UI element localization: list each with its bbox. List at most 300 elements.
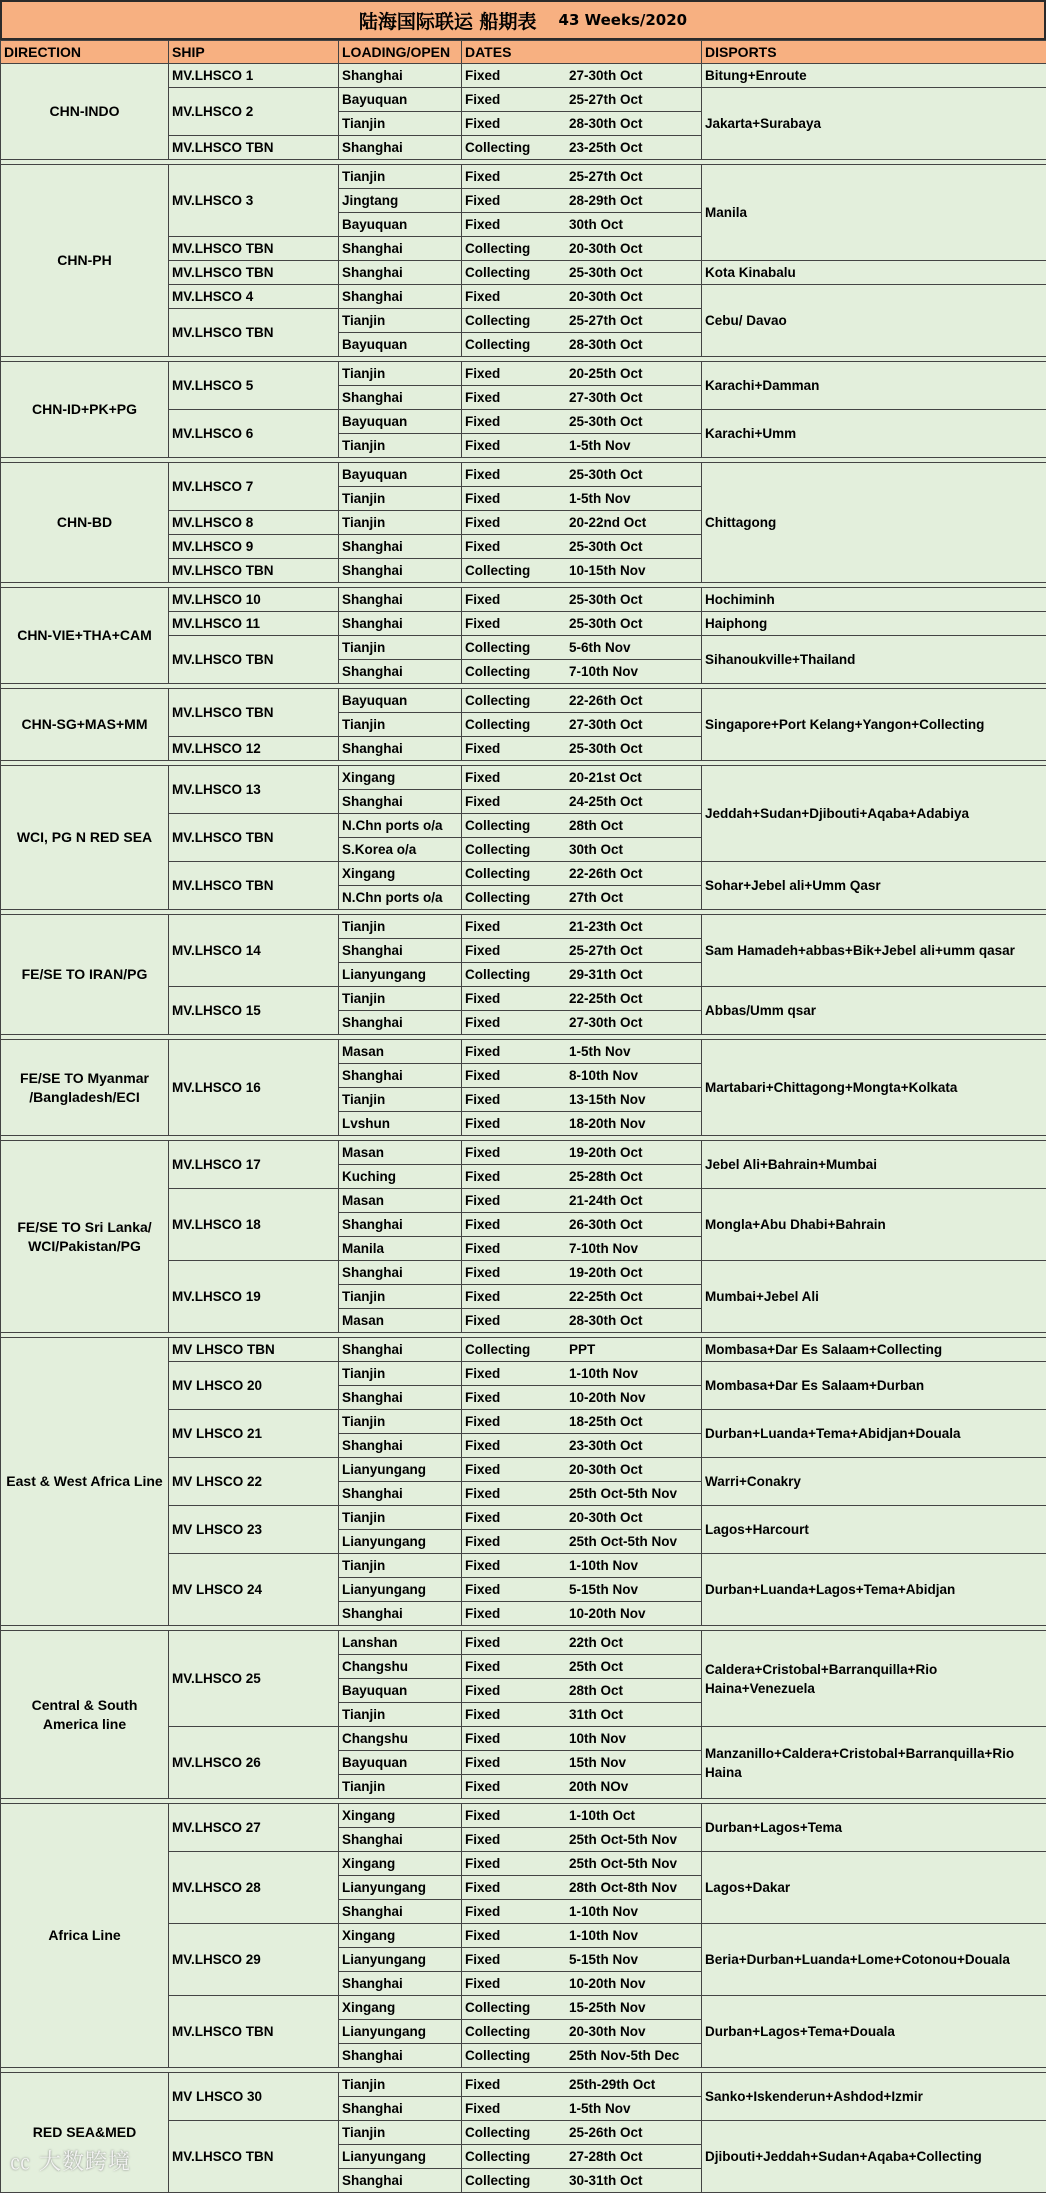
dates-wrap	[462, 1434, 701, 1457]
date-text: 28-30th Oct	[569, 337, 701, 352]
schedule-table	[0, 40, 1046, 2193]
dates-cell	[462, 362, 702, 386]
date-text: 27-30th Oct	[569, 68, 701, 83]
table-row	[1, 1631, 1046, 1655]
status-text: Fixed	[462, 1068, 569, 1083]
status-text: Fixed	[462, 1241, 569, 1256]
loading-port-cell: Shanghai	[339, 1482, 462, 1506]
loading-port-cell: Masan	[339, 1309, 462, 1333]
date-text: 1-10th Nov	[569, 1366, 701, 1381]
dates-wrap	[462, 362, 701, 385]
ship-cell: MV.LHSCO 10	[169, 588, 339, 612]
dates-wrap	[462, 2169, 701, 2192]
date-text: 1-5th Nov	[569, 438, 701, 453]
loading-port-cell: Tianjin	[339, 309, 462, 333]
disports-cell: Manzanillo+Caldera+Cristobal+Barranquilla+Rio Haina	[702, 1727, 1046, 1799]
dates-cell	[462, 112, 702, 136]
dates-cell	[462, 838, 702, 862]
date-text: 25th Oct-5th Nov	[569, 1486, 701, 1501]
date-text: 5-6th Nov	[569, 640, 701, 655]
ship-cell: MV.LHSCO TBN	[169, 636, 339, 684]
date-text: 25th Oct-5th Nov	[569, 1856, 701, 1871]
dates-wrap	[462, 1410, 701, 1433]
loading-port-cell: Shanghai	[339, 2097, 462, 2121]
status-text: Collecting	[462, 140, 569, 155]
table-row	[1, 766, 1046, 790]
dates-cell	[462, 1410, 702, 1434]
dates-wrap	[462, 689, 701, 712]
ship-cell: MV.LHSCO 9	[169, 535, 339, 559]
dates-wrap	[462, 1727, 701, 1750]
dates-wrap	[462, 1088, 701, 1111]
status-text: Fixed	[462, 1313, 569, 1328]
date-text: 18-25th Oct	[569, 1414, 701, 1429]
date-text: 10-15th Nov	[569, 563, 701, 578]
status-text: Fixed	[462, 770, 569, 785]
date-text: 22-25th Oct	[569, 1289, 701, 1304]
direction-cell: WCI, PG N RED SEA	[1, 766, 169, 910]
date-text: 23-25th Oct	[569, 140, 701, 155]
status-text: Collecting	[462, 2048, 569, 2063]
dates-cell	[462, 1261, 702, 1285]
status-text: Fixed	[462, 1731, 569, 1746]
status-text: Fixed	[462, 741, 569, 756]
status-text: Collecting	[462, 842, 569, 857]
table-row	[1, 915, 1046, 939]
dates-wrap	[462, 112, 701, 135]
loading-port-cell: Shanghai	[339, 386, 462, 410]
status-text: Collecting	[462, 1342, 569, 1357]
dates-cell	[462, 2121, 702, 2145]
ship-cell: MV.LHSCO 27	[169, 1804, 339, 1852]
date-text: 10th Nov	[569, 1731, 701, 1746]
ship-cell: MV.LHSCO 26	[169, 1727, 339, 1799]
dates-cell	[462, 1775, 702, 1799]
status-text: Collecting	[462, 2125, 569, 2140]
dates-cell	[462, 463, 702, 487]
date-text: 7-10th Nov	[569, 1241, 701, 1256]
status-text: Fixed	[462, 1832, 569, 1847]
dates-wrap	[462, 1189, 701, 1212]
disports-cell: Beria+Durban+Luanda+Lome+Cotonou+Douala	[702, 1924, 1046, 1996]
dates-wrap	[462, 2073, 701, 2096]
dates-wrap	[462, 213, 701, 236]
loading-port-cell: Lianyungang	[339, 1876, 462, 1900]
disports-cell: Karachi+Damman	[702, 362, 1046, 410]
loading-port-cell: Tianjin	[339, 915, 462, 939]
status-text: Fixed	[462, 1904, 569, 1919]
status-text: Collecting	[462, 313, 569, 328]
dates-wrap	[462, 463, 701, 486]
dates-wrap	[462, 1386, 701, 1409]
loading-port-cell: Shanghai	[339, 588, 462, 612]
loading-port-cell: Tianjin	[339, 1506, 462, 1530]
status-text: Fixed	[462, 1145, 569, 1160]
loading-port-cell: Shanghai	[339, 1011, 462, 1035]
dates-wrap	[462, 588, 701, 611]
loading-port-cell: Shanghai	[339, 1900, 462, 1924]
direction-cell: CHN-BD	[1, 463, 169, 583]
loading-port-cell: Shanghai	[339, 559, 462, 583]
loading-port-cell: Bayuquan	[339, 213, 462, 237]
status-text: Fixed	[462, 414, 569, 429]
loading-port-cell: Xingang	[339, 1852, 462, 1876]
status-text: Collecting	[462, 890, 569, 905]
loading-port-cell: Tianjin	[339, 1088, 462, 1112]
watermark	[10, 2145, 131, 2176]
header-disports: DISPORTS	[702, 41, 1046, 64]
status-text: Fixed	[462, 1414, 569, 1429]
loading-port-cell: Shanghai	[339, 64, 462, 88]
dates-wrap	[462, 2020, 701, 2043]
disports-cell: Sihanoukville+Thailand	[702, 636, 1046, 684]
status-text: Collecting	[462, 265, 569, 280]
dates-cell	[462, 1972, 702, 1996]
loading-port-cell: Jingtang	[339, 189, 462, 213]
loading-port-cell: Tianjin	[339, 636, 462, 660]
loading-port-cell: Shanghai	[339, 535, 462, 559]
ship-cell: MV.LHSCO TBN	[169, 2121, 339, 2193]
disports-cell: Abbas/Umm qsar	[702, 987, 1046, 1035]
ship-cell: MV.LHSCO TBN	[169, 559, 339, 583]
dates-wrap	[462, 165, 701, 188]
dates-cell	[462, 333, 702, 357]
date-text: 22th Oct	[569, 1635, 701, 1650]
dates-wrap	[462, 1064, 701, 1087]
disports-cell: Sohar+Jebel ali+Umm Qasr	[702, 862, 1046, 910]
disports-cell: Lagos+Dakar	[702, 1852, 1046, 1924]
table-row	[1, 64, 1046, 88]
date-text: 20th NOv	[569, 1779, 701, 1794]
status-text: Collecting	[462, 866, 569, 881]
ship-cell: MV.LHSCO TBN	[169, 814, 339, 862]
disports-cell: Mongla+Abu Dhabi+Bahrain	[702, 1189, 1046, 1261]
direction-cell: CHN-SG+MAS+MM	[1, 689, 169, 761]
ship-cell: MV.LHSCO 1	[169, 64, 339, 88]
status-text: Fixed	[462, 1116, 569, 1131]
loading-port-cell: Shanghai	[339, 2169, 462, 2193]
dates-cell	[462, 987, 702, 1011]
ship-cell: MV.LHSCO 18	[169, 1189, 339, 1261]
title-chinese: 陆海国际联运 船期表	[359, 7, 537, 34]
ship-cell: MV.LHSCO 28	[169, 1852, 339, 1924]
date-text: 13-15th Nov	[569, 1092, 701, 1107]
disports-cell: Manila	[702, 165, 1046, 261]
ship-cell: MV.LHSCO TBN	[169, 261, 339, 285]
dates-wrap	[462, 2145, 701, 2168]
ship-cell: MV.LHSCO 17	[169, 1141, 339, 1189]
disports-cell: Cebu/ Davao	[702, 285, 1046, 357]
disports-cell: Chittagong	[702, 463, 1046, 583]
ship-cell: MV.LHSCO 13	[169, 766, 339, 814]
date-text: 25-30th Oct	[569, 414, 701, 429]
dates-cell	[462, 939, 702, 963]
status-text: Fixed	[462, 68, 569, 83]
date-text: 27-30th Oct	[569, 390, 701, 405]
loading-port-cell: Lianyungang	[339, 1458, 462, 1482]
date-text: 21-24th Oct	[569, 1193, 701, 1208]
status-text: Fixed	[462, 1856, 569, 1871]
disports-cell: Warri+Conakry	[702, 1458, 1046, 1506]
loading-port-cell: Lianyungang	[339, 963, 462, 987]
dates-cell	[462, 1578, 702, 1602]
status-text: Fixed	[462, 1486, 569, 1501]
loading-port-cell: Tianjin	[339, 434, 462, 458]
date-text: 28th Oct-8th Nov	[569, 1880, 701, 1895]
loading-port-cell: S.Korea o/a	[339, 838, 462, 862]
loading-port-cell: Masan	[339, 1141, 462, 1165]
direction-cell: Africa Line	[1, 1804, 169, 2068]
table-row	[1, 1804, 1046, 1828]
loading-port-cell: Lianyungang	[339, 1530, 462, 1554]
loading-port-cell: Shanghai	[339, 136, 462, 160]
dates-cell	[462, 136, 702, 160]
date-text: 25-27th Oct	[569, 92, 701, 107]
ship-cell: MV.LHSCO 2	[169, 88, 339, 136]
date-text: 30th Oct	[569, 217, 701, 232]
loading-port-cell: Lianyungang	[339, 2020, 462, 2044]
status-text: Fixed	[462, 1808, 569, 1823]
dates-wrap	[462, 1679, 701, 1702]
disports-cell: Mumbai+Jebel Ali	[702, 1261, 1046, 1333]
date-text: 25-27th Oct	[569, 169, 701, 184]
dates-wrap	[462, 535, 701, 558]
disports-cell: Sam Hamadeh+abbas+Bik+Jebel ali+umm qasar	[702, 915, 1046, 987]
ship-cell: MV.LHSCO 25	[169, 1631, 339, 1727]
disports-cell: Haiphong	[702, 612, 1046, 636]
dates-cell	[462, 766, 702, 790]
status-text: Fixed	[462, 1952, 569, 1967]
dates-wrap	[462, 559, 701, 582]
dates-wrap	[462, 2121, 701, 2144]
dates-cell	[462, 1482, 702, 1506]
dates-wrap	[462, 612, 701, 635]
loading-port-cell: Shanghai	[339, 285, 462, 309]
date-text: 21-23th Oct	[569, 919, 701, 934]
direction-cell: FE/SE TO Myanmar /Bangladesh/ECI	[1, 1040, 169, 1136]
date-text: 1-5th Nov	[569, 1044, 701, 1059]
dates-cell	[462, 88, 702, 112]
dates-wrap	[462, 660, 701, 683]
loading-port-cell: Lanshan	[339, 1631, 462, 1655]
disports-cell: Lagos+Harcourt	[702, 1506, 1046, 1554]
dates-wrap	[462, 1165, 701, 1188]
direction-cell: CHN-ID+PK+PG	[1, 362, 169, 458]
status-text: Fixed	[462, 491, 569, 506]
dates-cell	[462, 636, 702, 660]
dates-cell	[462, 1679, 702, 1703]
dates-wrap	[462, 862, 701, 885]
dates-wrap	[462, 1924, 701, 1947]
dates-wrap	[462, 1828, 701, 1851]
status-text: Fixed	[462, 2077, 569, 2092]
dates-wrap	[462, 1237, 701, 1260]
dates-wrap	[462, 487, 701, 510]
disports-cell: Kota Kinabalu	[702, 261, 1046, 285]
date-text: 18-20th Nov	[569, 1116, 701, 1131]
dates-cell	[462, 1876, 702, 1900]
dates-wrap	[462, 309, 701, 332]
disports-cell: Djibouti+Jeddah+Sudan+Aqaba+Collecting	[702, 2121, 1046, 2193]
ship-cell: MV.LHSCO 11	[169, 612, 339, 636]
status-text: Fixed	[462, 1510, 569, 1525]
dates-cell	[462, 285, 702, 309]
disports-cell: Mombasa+Dar Es Salaam+Durban	[702, 1362, 1046, 1410]
status-text: Fixed	[462, 991, 569, 1006]
dates-wrap	[462, 285, 701, 308]
status-text: Fixed	[462, 467, 569, 482]
date-text: 8-10th Nov	[569, 1068, 701, 1083]
dates-cell	[462, 1165, 702, 1189]
dates-wrap	[462, 1506, 701, 1529]
dates-cell	[462, 487, 702, 511]
dates-wrap	[462, 737, 701, 760]
dates-cell	[462, 1751, 702, 1775]
date-text: 25-30th Oct	[569, 539, 701, 554]
status-text: Collecting	[462, 818, 569, 833]
dates-cell	[462, 1141, 702, 1165]
dates-wrap	[462, 713, 701, 736]
direction-cell: Central & South America line	[1, 1631, 169, 1799]
disports-cell: Mombasa+Dar Es Salaam+Collecting	[702, 1338, 1046, 1362]
status-text: Fixed	[462, 1169, 569, 1184]
dates-wrap	[462, 1703, 701, 1726]
loading-port-cell: N.Chn ports o/a	[339, 814, 462, 838]
loading-port-cell: Xingang	[339, 862, 462, 886]
dates-cell	[462, 1924, 702, 1948]
status-text: Collecting	[462, 2024, 569, 2039]
date-text: 15-25th Nov	[569, 2000, 701, 2015]
date-text: 29-31th Oct	[569, 967, 701, 982]
dates-cell	[462, 309, 702, 333]
status-text: Collecting	[462, 967, 569, 982]
loading-port-cell: Xingang	[339, 766, 462, 790]
loading-port-cell: Manila	[339, 1237, 462, 1261]
status-text: Fixed	[462, 1193, 569, 1208]
loading-port-cell: Bayuquan	[339, 1679, 462, 1703]
watermark-logo-icon: ㏄	[10, 2150, 31, 2174]
dates-wrap	[462, 1362, 701, 1385]
date-text: 30th Oct	[569, 842, 701, 857]
dates-wrap	[462, 1309, 701, 1332]
dates-cell	[462, 1602, 702, 1626]
dates-cell	[462, 189, 702, 213]
ship-cell: MV.LHSCO 5	[169, 362, 339, 410]
schedule-body	[1, 64, 1046, 2193]
dates-wrap	[462, 1852, 701, 1875]
dates-cell	[462, 535, 702, 559]
status-text: Fixed	[462, 116, 569, 131]
date-text: 25-30th Oct	[569, 467, 701, 482]
loading-port-cell: Shanghai	[339, 1064, 462, 1088]
ship-cell: MV.LHSCO 19	[169, 1261, 339, 1333]
ship-cell: MV.LHSCO 12	[169, 737, 339, 761]
date-text: 10-20th Nov	[569, 1976, 701, 1991]
dates-cell	[462, 165, 702, 189]
dates-cell	[462, 814, 702, 838]
date-text: 19-20th Oct	[569, 1145, 701, 1160]
dates-cell	[462, 2073, 702, 2097]
date-text: 25-30th Oct	[569, 616, 701, 631]
date-text: 20-30th Oct	[569, 1510, 701, 1525]
ship-cell: MV.LHSCO 8	[169, 511, 339, 535]
ship-cell: MV.LHSCO TBN	[169, 136, 339, 160]
dates-cell	[462, 689, 702, 713]
status-text: Fixed	[462, 1044, 569, 1059]
ship-cell: MV.LHSCO 6	[169, 410, 339, 458]
dates-cell	[462, 1434, 702, 1458]
loading-port-cell: Masan	[339, 1189, 462, 1213]
status-text: Fixed	[462, 794, 569, 809]
dates-wrap	[462, 790, 701, 813]
status-text: Fixed	[462, 169, 569, 184]
dates-cell	[462, 1900, 702, 1924]
loading-port-cell: Shanghai	[339, 737, 462, 761]
status-text: Fixed	[462, 1928, 569, 1943]
dates-cell	[462, 1703, 702, 1727]
date-text: 27-30th Oct	[569, 1015, 701, 1030]
loading-port-cell: Bayuquan	[339, 689, 462, 713]
dates-cell	[462, 963, 702, 987]
loading-port-cell: Tianjin	[339, 713, 462, 737]
date-text: 22-26th Oct	[569, 866, 701, 881]
loading-port-cell: Shanghai	[339, 939, 462, 963]
dates-wrap	[462, 915, 701, 938]
loading-port-cell: Lianyungang	[339, 1578, 462, 1602]
date-text: 25-26th Oct	[569, 2125, 701, 2140]
dates-wrap	[462, 1775, 701, 1798]
status-text: Fixed	[462, 438, 569, 453]
dates-cell	[462, 386, 702, 410]
ship-cell: MV.LHSCO 7	[169, 463, 339, 511]
header-row	[1, 41, 1046, 64]
ship-cell: MV LHSCO 21	[169, 1410, 339, 1458]
loading-port-cell: Bayuquan	[339, 333, 462, 357]
dates-cell	[462, 1996, 702, 2020]
date-text: 28-30th Oct	[569, 1313, 701, 1328]
date-text: 20-30th Nov	[569, 2024, 701, 2039]
status-text: Fixed	[462, 1366, 569, 1381]
dates-cell	[462, 410, 702, 434]
status-text: Collecting	[462, 241, 569, 256]
dates-cell	[462, 559, 702, 583]
dates-wrap	[462, 410, 701, 433]
dates-wrap	[462, 1948, 701, 1971]
dates-wrap	[462, 1602, 701, 1625]
status-text: Fixed	[462, 1707, 569, 1722]
dates-cell	[462, 213, 702, 237]
status-text: Fixed	[462, 1015, 569, 1030]
dates-wrap	[462, 1972, 701, 1995]
loading-port-cell: Tianjin	[339, 1703, 462, 1727]
date-text: 25-30th Oct	[569, 741, 701, 756]
loading-port-cell: Shanghai	[339, 1828, 462, 1852]
status-text: Fixed	[462, 1534, 569, 1549]
loading-port-cell: Tianjin	[339, 2121, 462, 2145]
loading-port-cell: Lvshun	[339, 1112, 462, 1136]
direction-cell: CHN-VIE+THA+CAM	[1, 588, 169, 684]
direction-cell: RED SEA&MED	[1, 2073, 169, 2193]
dates-cell	[462, 1088, 702, 1112]
date-text: 26-30th Oct	[569, 1217, 701, 1232]
dates-cell	[462, 886, 702, 910]
date-text: 23-30th Oct	[569, 1438, 701, 1453]
status-text: Fixed	[462, 1779, 569, 1794]
status-text: Fixed	[462, 390, 569, 405]
status-text: Fixed	[462, 515, 569, 530]
dates-wrap	[462, 1011, 701, 1034]
dates-wrap	[462, 987, 701, 1010]
